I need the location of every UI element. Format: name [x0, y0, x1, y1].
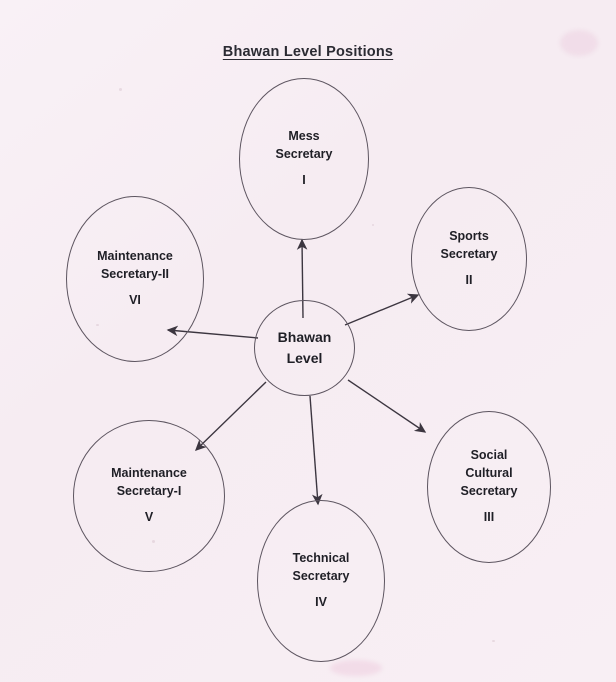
node-label-line2: Level	[286, 350, 323, 366]
node-bhawan-level[interactable]	[254, 300, 355, 396]
node-number: VI	[129, 293, 141, 308]
arrow-to-social-cultural-secretary	[348, 380, 425, 432]
node-label-line1: Maintenance	[97, 248, 173, 263]
node-label-line2: Secretary-II	[100, 266, 170, 281]
arrow-to-sports-secretary	[345, 295, 418, 325]
node-maintenance-secretary-1[interactable]	[73, 420, 225, 572]
node-label-line2: Secretary	[292, 568, 350, 583]
node-label-line2: Secretary	[275, 146, 333, 161]
node-maintenance-secretary-2[interactable]	[66, 196, 204, 362]
page-title-text: Bhawan Level Positions	[222, 44, 394, 60]
node-label-line2: Secretary-I	[116, 483, 182, 498]
node-label-line3: Secretary	[460, 483, 518, 498]
node-label-line1: Sports	[449, 228, 489, 243]
node-number: III	[483, 510, 495, 525]
node-technical-secretary[interactable]	[257, 500, 385, 662]
node-label-line1: Social	[470, 448, 508, 462]
node-label-line1: Maintenance	[111, 465, 187, 480]
node-label-line1: Bhawan	[277, 329, 332, 345]
arrow-to-technical-secretary	[310, 396, 318, 504]
node-label-line2: Secretary	[440, 246, 498, 261]
node-number: IV	[315, 595, 327, 610]
node-label-line2: Cultural	[465, 465, 513, 480]
node-label-line1: Mess	[288, 128, 320, 143]
node-number: II	[465, 273, 473, 288]
arrow-to-maintenance-secretary-1	[196, 382, 266, 450]
node-social-cultural-secretary[interactable]	[427, 411, 551, 563]
node-number: V	[144, 510, 154, 525]
node-number: I	[302, 173, 306, 188]
node-sports-secretary[interactable]	[411, 187, 527, 331]
node-mess-secretary[interactable]	[239, 78, 369, 240]
node-label-line1: Technical	[292, 550, 350, 565]
